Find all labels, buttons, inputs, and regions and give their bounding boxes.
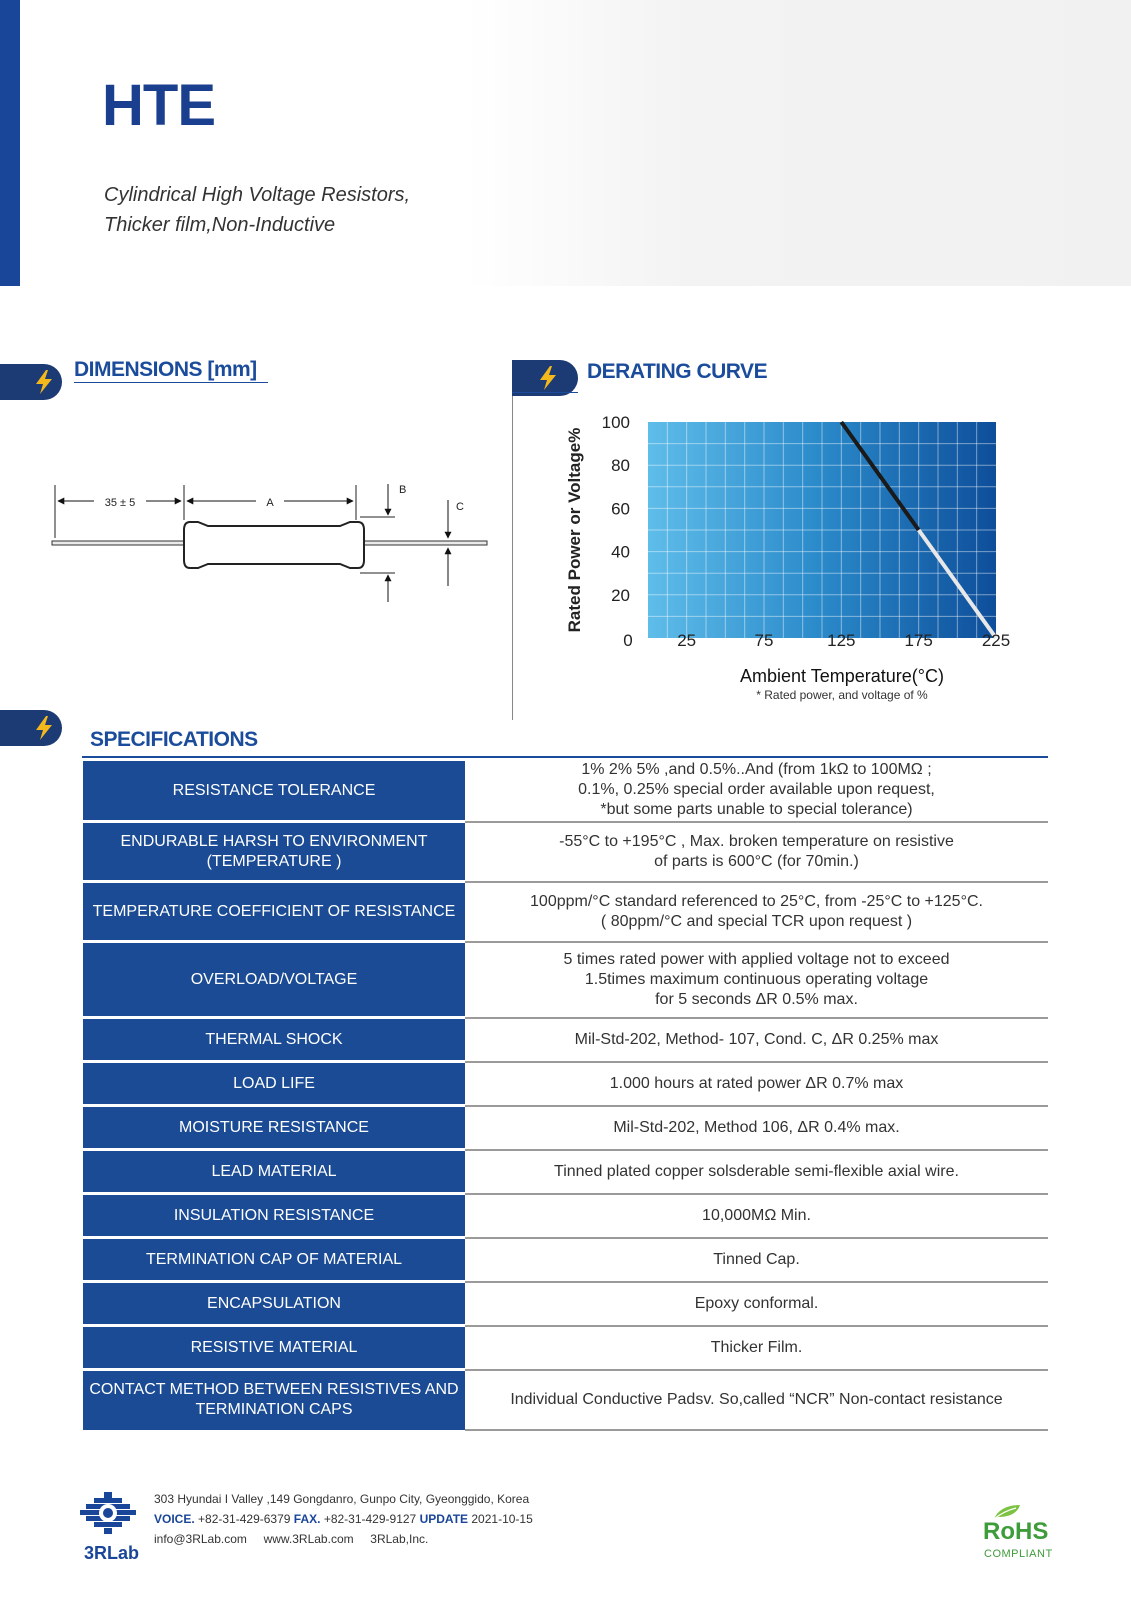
spec-label-cell: [83, 1106, 465, 1150]
update-date: 2021-10-15: [471, 1512, 533, 1526]
fax-label: FAX.: [293, 1512, 321, 1526]
spec-value-line: Mil-Std-202, Method- 107, Cond. C, ΔR 0.25% max: [574, 1030, 939, 1048]
dimensions-section-tab: [0, 364, 62, 400]
lightning-icon: [34, 716, 54, 740]
spec-label-line: MOISTURE RESISTANCE: [179, 1118, 369, 1136]
spec-value-line: 10,000MΩ Min.: [702, 1206, 811, 1224]
spec-row: [83, 822, 1048, 882]
specifications-section-tab: [0, 710, 62, 746]
chart-x-axis-label: Ambient Temperature(°C): [740, 666, 944, 686]
spec-value-line: Epoxy conformal.: [694, 1294, 819, 1312]
spec-label-line: TEMPERATURE COEFFICIENT OF RESISTANCE: [92, 902, 456, 920]
spec-label-line: RESISTANCE TOLERANCE: [172, 781, 376, 799]
chart-y-ticks: [602, 413, 630, 605]
chart-x-tick-label: 175: [904, 631, 933, 650]
chart-y-tick-label: 80: [611, 456, 630, 476]
lightning-icon: [538, 366, 558, 390]
3rlab-logo-icon: [78, 1490, 138, 1546]
specifications-title: SPECIFICATIONS: [90, 728, 258, 751]
update-label: UPDATE: [419, 1512, 469, 1526]
spec-value-line: 100ppm/°C standard referenced to 25°C, from -25°C to +125°C.: [530, 892, 983, 910]
derating-section-tab: [512, 360, 578, 396]
subtitle-line-1: Cylindrical High Voltage Resistors,: [104, 184, 411, 206]
spec-row: [83, 1106, 1048, 1150]
spec-label-line: TERMINATION CAP OF MATERIAL: [145, 1250, 403, 1268]
spec-row: [83, 1326, 1048, 1370]
chart-x-tick-label: 225: [981, 631, 1011, 650]
derating-title: DERATING CURVE: [587, 360, 768, 383]
resistor-dimension-drawing: [50, 480, 500, 610]
spec-value-line: for 5 seconds ΔR 0.5% max.: [655, 990, 858, 1008]
spec-value-cell: [465, 1238, 1048, 1282]
spec-row: [83, 1018, 1048, 1062]
spec-label-cell: [83, 1194, 465, 1238]
spec-value-line: *but some parts unable to special tolerance): [600, 801, 913, 818]
spec-value-cell: [465, 822, 1048, 882]
spec-value-line: 1% 2% 5% ,and 0.5%..And (from 1kΩ to 100MΩ ;: [581, 761, 932, 778]
header-background: [20, 0, 1131, 286]
spec-row: [83, 1150, 1048, 1194]
spec-label-line: CONTACT METHOD BETWEEN RESISTIVES AND: [89, 1381, 459, 1399]
spec-value-line: 0.1%, 0.25% special order available upon request,: [578, 781, 935, 798]
footer-address: 303 Hyundai I Valley ,149 Gongdanro, Gunpo City, Gyeonggido, Korea: [154, 1492, 530, 1506]
spec-row: [83, 1194, 1048, 1238]
footer-contact: [154, 1512, 533, 1526]
spec-label-line: LOAD LIFE: [233, 1074, 315, 1092]
page-subtitle: [104, 180, 410, 240]
spec-value-cell: [465, 942, 1048, 1018]
spec-label-cell: [83, 1282, 465, 1326]
spec-label-line: ENDURABLE HARSH TO ENVIRONMENT: [120, 832, 428, 850]
spec-value-cell: [465, 1062, 1048, 1106]
dimensions-title: DIMENSIONS [mm]: [74, 358, 257, 381]
spec-value-cell: [465, 760, 1048, 822]
lead-length-label: 35 ± 5: [104, 497, 136, 509]
rohs-compliant-label: COMPLIANT: [984, 1548, 1053, 1560]
subtitle-line-2: Thicker film,Non-Inductive: [104, 214, 336, 236]
spec-value-cell: [465, 882, 1048, 942]
spec-label-line: INSULATION RESISTANCE: [173, 1206, 375, 1224]
specifications-table: [83, 758, 1048, 1431]
spec-value-cell: [465, 1150, 1048, 1194]
spec-label-line: (TEMPERATURE ): [206, 852, 342, 870]
spec-value-line: Mil-Std-202, Method 106, ΔR 0.4% max.: [613, 1118, 900, 1136]
spec-row: [83, 942, 1048, 1018]
3rlab-logo-text: 3RLab: [84, 1543, 140, 1563]
spec-label-line: RESISTIVE MATERIAL: [190, 1338, 358, 1356]
chart-y-axis-label: Rated Power or Voltage%: [565, 427, 584, 633]
spec-value-line: Tinned plated copper solsderable semi-flexible axial wire.: [554, 1162, 959, 1180]
body-length-label: A: [266, 497, 274, 509]
spec-label-line: LEAD MATERIAL: [211, 1162, 337, 1180]
spec-value-line: Thicker Film.: [710, 1338, 803, 1356]
spec-value-cell: [465, 1370, 1048, 1430]
spec-label-line: OVERLOAD/VOLTAGE: [190, 970, 358, 988]
website-link[interactable]: www.3RLab.com: [263, 1532, 354, 1546]
lightning-icon: [34, 370, 54, 394]
spec-value-line: ( 80ppm/°C and special TCR upon request ): [600, 912, 913, 930]
spec-row: [83, 1238, 1048, 1282]
chart-y-tick-label: 20: [611, 585, 630, 605]
company-name: 3RLab,Inc.: [370, 1532, 429, 1546]
chart-note: * Rated power, and voltage of %: [756, 688, 928, 702]
spec-value-cell: [465, 1282, 1048, 1326]
spec-label-cell: [83, 942, 465, 1018]
chart-y-tick-label: 40: [611, 542, 630, 562]
spec-label-line: TERMINATION CAPS: [195, 1401, 353, 1419]
spec-value-line: Individual Conductive Padsv. So,called “NCR” Non-contact resistance: [510, 1390, 1003, 1408]
footer-links: [154, 1532, 428, 1546]
spec-row: [83, 1282, 1048, 1326]
chart-x-tick-label: 25: [677, 631, 697, 650]
spec-row: [83, 1370, 1048, 1430]
spec-value-line: 5 times rated power with applied voltage not to exceed: [563, 950, 950, 968]
spec-value-line: 1.5times maximum continuous operating voltage: [584, 970, 929, 988]
spec-label-cell: [83, 1326, 465, 1370]
chart-x-tick-label: 75: [754, 631, 774, 650]
spec-value-cell: [465, 1194, 1048, 1238]
spec-label-cell: [83, 1370, 465, 1430]
spec-label-cell: [83, 760, 465, 822]
spec-label-line: THERMAL SHOCK: [205, 1030, 343, 1048]
spec-value-line: of parts is 600°C (for 70min.): [654, 852, 859, 870]
page-title: HTE: [102, 73, 215, 138]
header-accent-bar: [0, 0, 20, 286]
dimensions-title-underline: [74, 382, 268, 383]
spec-value-cell: [465, 1326, 1048, 1370]
spec-label-cell: [83, 882, 465, 942]
voice-label: VOICE.: [154, 1512, 195, 1526]
spec-value-cell: [465, 1106, 1048, 1150]
fax-number: +82-31-429-9127: [323, 1512, 417, 1526]
chart-y-tick-label: 100: [601, 413, 630, 432]
spec-value-line: -55°C to +195°C , Max. broken temperature on resistive: [559, 832, 954, 850]
spec-value-line: 1.000 hours at rated power ΔR 0.7% max: [609, 1074, 904, 1092]
section-divider: [512, 392, 513, 720]
voice-number: +82-31-429-6379: [198, 1512, 291, 1526]
spec-label-cell: [83, 1150, 465, 1194]
chart-x-tick-label: 0: [623, 631, 633, 650]
spec-label-line: ENCAPSULATION: [207, 1294, 341, 1312]
spec-label-cell: [83, 1018, 465, 1062]
spec-value-cell: [465, 1018, 1048, 1062]
spec-row: [83, 760, 1048, 822]
rohs-badge: RoHS: [983, 1518, 1049, 1545]
spec-row: [83, 1062, 1048, 1106]
derating-chart: [560, 400, 1060, 720]
spec-label-cell: [83, 822, 465, 882]
spec-label-cell: [83, 1062, 465, 1106]
spec-label-cell: [83, 1238, 465, 1282]
diameter-label: B: [399, 484, 407, 496]
spec-row: [83, 882, 1048, 942]
lead-diameter-label: C: [456, 501, 464, 513]
chart-y-tick-label: 60: [611, 499, 630, 519]
spec-value-line: Tinned Cap.: [713, 1250, 800, 1268]
email-link[interactable]: info@3RLab.com: [154, 1532, 247, 1546]
derating-title-underline: [512, 392, 578, 393]
chart-x-tick-label: 125: [827, 631, 856, 650]
